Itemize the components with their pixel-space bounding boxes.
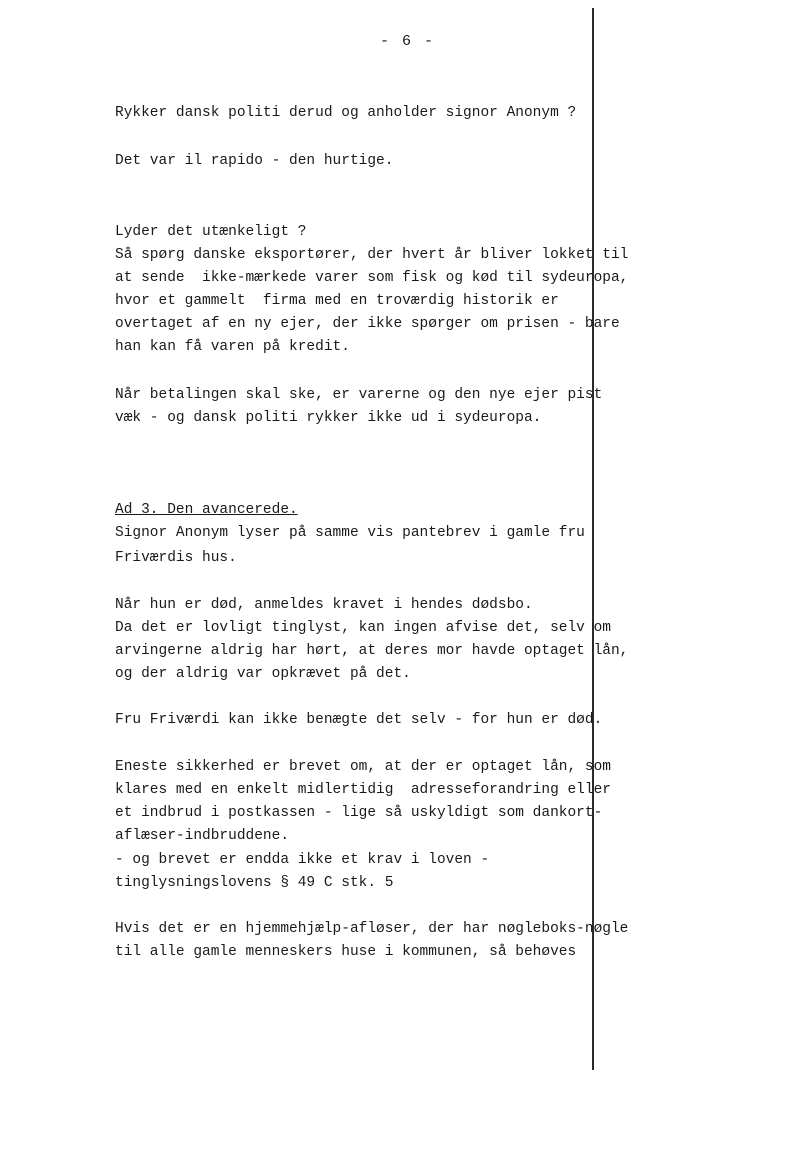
text-line: Eneste sikkerhed er brevet om, at der er optaget lån, som [115,759,611,775]
text-line: Friværdis hus. [115,550,237,566]
text-line: Rykker dansk politi derud og anholder signor Anonym ? [115,105,577,121]
text-line: Det var il rapido - den hurtige. [115,153,394,169]
text-line: overtaget af en ny ejer, der ikke spørger om prisen - bare [115,316,620,332]
text-line: til alle gamle menneskers huse i kommunen, så behøves [115,944,577,960]
page-number: - 6 - [380,33,436,50]
text-line: at sende ikke-mærkede varer som fisk og kød til sydeuropa, [115,270,629,286]
text-line: arvingerne aldrig har hørt, at deres mor havde optaget lån, [115,643,629,659]
text-line: Lyder det utænkeligt ? [115,224,307,240]
text-line: Fru Friværdi kan ikke benægte det selv - for hun er død. [115,712,603,728]
text-line: tinglysningslovens § 49 C stk. 5 [115,875,394,891]
section-heading: Ad 3. Den avancerede. [115,502,298,518]
text-line: Når betalingen skal ske, er varerne og den nye ejer pist [115,387,603,403]
text-line: Når hun er død, anmeldes kravet i hendes dødsbo. [115,597,533,613]
text-line: Da det er lovligt tinglyst, kan ingen afvise det, selv om [115,620,611,636]
text-line: Hvis det er en hjemmehjælp-afløser, der har nøgleboks-nøgle [115,921,629,937]
text-line: klares med en enkelt midlertidig adresseforandring eller [115,782,611,798]
text-line: hvor et gammelt firma med en troværdig historik er [115,293,559,309]
text-line: han kan få varen på kredit. [115,339,350,355]
margin-rule [592,8,594,1070]
text-line: aflæser-indbruddene. [115,828,290,844]
text-line: et indbrud i postkassen - lige så uskyldigt som dankort- [115,805,603,821]
text-line: og der aldrig var opkrævet på det. [115,666,411,682]
text-line: Signor Anonym lyser på samme vis pantebrev i gamle fru [115,525,585,541]
text-line: - og brevet er endda ikke et krav i loven - [115,852,490,868]
text-line: Så spørg danske eksportører, der hvert år bliver lokket til [115,247,629,263]
text-line: væk - og dansk politi rykker ikke ud i sydeuropa. [115,410,542,426]
